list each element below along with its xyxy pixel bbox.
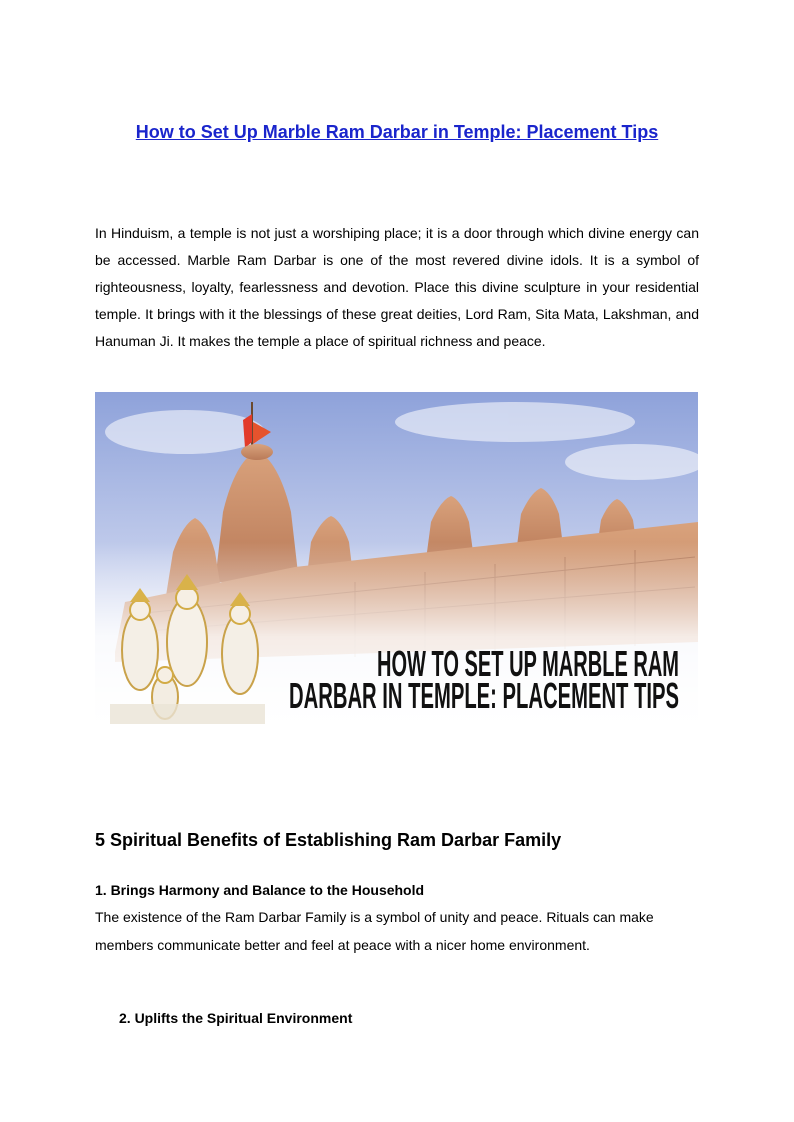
benefit-1-text: The existence of the Ram Darbar Family is a symbol of unity and peace. Rituals can make members communicate better and feel at peace with a nicer home environment. <box>95 909 654 953</box>
article-title-link[interactable]: How to Set Up Marble Ram Darbar in Temple: Placement Tips <box>135 122 659 142</box>
benefit-2-heading: 2. Uplifts the Spiritual Environment <box>119 1010 353 1026</box>
hero-image <box>95 392 698 732</box>
hero-text-line-1: HOW TO SET UP MARBLE RAM <box>377 643 679 684</box>
benefits-section-title: 5 Spiritual Benefits of Establishing Ram Darbar Family <box>95 830 562 850</box>
intro-paragraph: In Hinduism, a temple is not just a worshiping place; it is a door through which divine energy can be accessed. Marble Ram Darbar is one of the most revered divine idols. It is a symbol of righteousness, loyalty, fearlessness and devotion. Place this divine sculpture in your residential temple. It brings with it the blessings of these great deities, Lord Ram, Sita Mata, Lakshman, and Hanuman Ji. It makes the temple a place of spiritual richness and peace. <box>95 225 699 349</box>
hero-text-line-2: DARBAR IN TEMPLE: PLACEMENT TIPS <box>289 675 679 716</box>
benefit-1-heading: 1. Brings Harmony and Balance to the Household <box>95 882 425 898</box>
